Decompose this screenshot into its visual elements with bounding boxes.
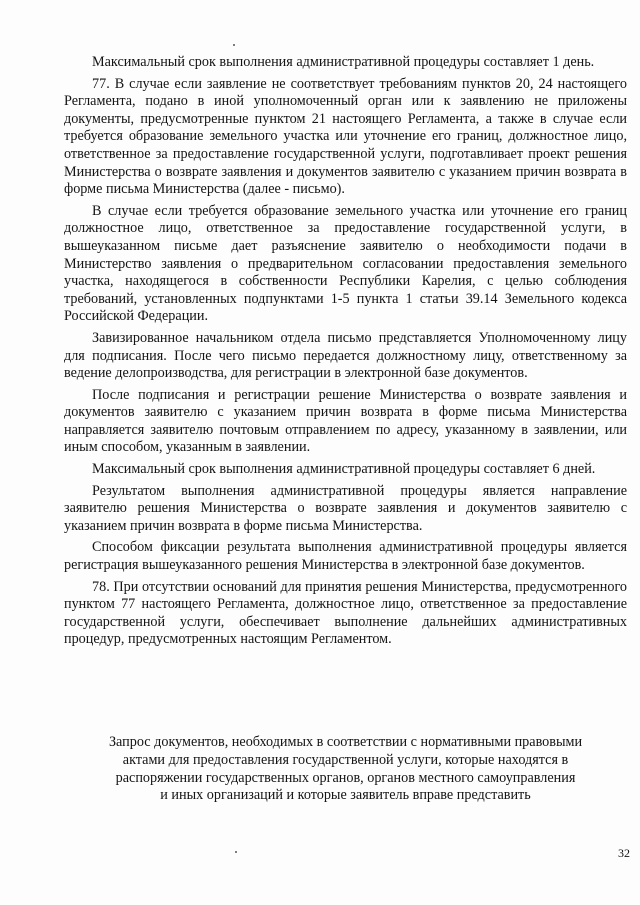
paragraph: Максимальный срок выполнения административной процедуры составляет 6 дней. <box>92 461 596 478</box>
scan-speck <box>235 851 237 853</box>
paragraph: Способом фиксации результата выполнения административной процедуры является регистрация вышеуказанного решения Министерства в электронной базе документов. <box>64 539 627 574</box>
heading-line: актами для предоставления государственной услуги, которые находятся в <box>122 751 569 768</box>
paragraph: Завизированное начальником отдела письмо представляется Уполномоченному лицу для подписания. После чего письмо передается должностному лицу, ответственному за ведение делопроизводства, для регистрации в электронной базе документов. <box>64 329 627 382</box>
scan-speck <box>233 44 235 46</box>
paragraph: 77. В случае если заявление не соответствует требованиям пунктов 20, 24 настоящего Регламента, подано в иной уполномоченный орган или к заявлению не приложены документы, предусмотренные пунктом 21 настоящего Регламента, а также в случае если требуется образование земельного участка или уточнение его границ, должностное лицо, ответственное за предоставление государственной услуги, подготавливает проект решения Министерства о возврате заявления и документов заявителю с указанием причин возврата в форме письма Министерства (далее - письмо). <box>64 75 627 198</box>
paragraph: Максимальный срок выполнения административной процедуры составляет 1 день. <box>92 54 595 70</box>
paragraph: Результатом выполнения административной процедуры является направление заявителю решения Министерства о возврате заявления и документов заявителю с указанием причин возврата в форме письма Министерства. <box>64 482 627 534</box>
paragraph: В случае если требуется образование земельного участка или уточнение его границ должностное лицо, ответственное за предоставление государственной услуги, в вышеуказанном письме дает разъяснение заявителю о необходимости подачи в Министерство заявления о предварительном согласовании предоставления земельного участка, находящегося в собственности Республики Карелия, с целью соблюдения требований, установленных подпунктами 1-5 пункта 1 статьи 39.14 Земельного кодекса Российской Федерации. <box>64 202 627 325</box>
section-heading <box>64 734 627 805</box>
heading-line: и иных организаций и которые заявитель вправе представить <box>160 787 531 804</box>
body-text <box>64 54 627 653</box>
heading-line: распоряжении государственных органов, органов местного самоуправления <box>115 769 576 786</box>
heading-line: Запрос документов, необходимых в соответствии с нормативными правовыми <box>108 734 583 750</box>
paragraph: 78. При отсутствии оснований для принятия решения Министерства, предусмотренного пунктом 77 настоящего Регламента, должностное лицо, ответственное за предоставление государственной услуги, обеспечивает выполнение дальнейших административных процедур, предусмотренных настоящим Регламентом. <box>64 578 627 648</box>
paragraph: После подписания и регистрации решение Министерства о возврате заявления и документов заявителю с указанием причин возврата в форме письма Министерства направляется заявителю почтовым отправлением по адресу, указанному в заявлении, или иным способом, указанным в заявлении. <box>64 386 627 456</box>
page-number: 32 <box>618 846 630 860</box>
